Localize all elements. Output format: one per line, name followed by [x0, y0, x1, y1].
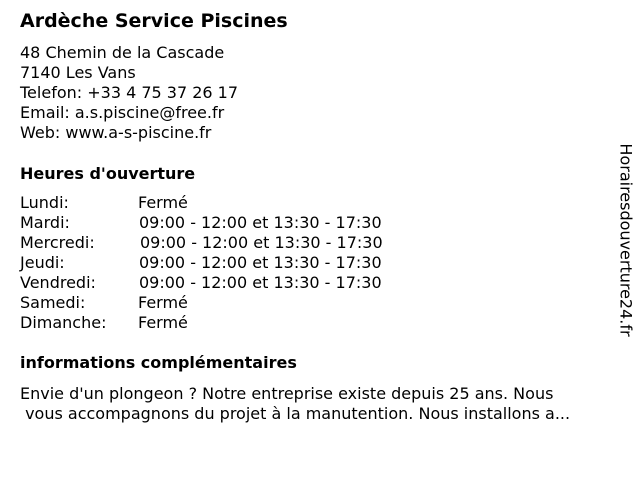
- day-hours: Fermé: [138, 313, 188, 332]
- day-hours: 09:00 - 12:00 et 13:30 - 17:30: [139, 273, 382, 292]
- day-label: Vendredi:: [20, 273, 96, 292]
- business-name: Ardèche Service Piscines: [20, 10, 288, 32]
- day-hours: 09:00 - 12:00 et 13:30 - 17:30: [140, 233, 383, 252]
- info-description-line1: Envie d'un plongeon ? Notre entreprise existe depuis 25 ans. Nous: [20, 384, 554, 403]
- info-heading: informations complémentaires: [20, 353, 297, 372]
- day-label: Jeudi:: [20, 253, 65, 272]
- watermark-text: Horairesdouverture24.fr: [616, 143, 636, 337]
- day-label: Mercredi:: [20, 233, 95, 252]
- day-hours: Fermé: [138, 293, 188, 312]
- website-text: Web: www.a-s-piscine.fr: [20, 123, 212, 142]
- day-label: Dimanche:: [20, 313, 107, 332]
- phone-text: Telefon: +33 4 75 37 26 17: [20, 83, 239, 102]
- day-hours: Fermé: [138, 193, 188, 212]
- hours-heading: Heures d'ouverture: [20, 164, 196, 183]
- address-city: 7140 Les Vans: [20, 63, 136, 82]
- day-label: Samedi:: [20, 293, 86, 312]
- day-hours: 09:00 - 12:00 et 13:30 - 17:30: [139, 213, 382, 232]
- day-hours: 09:00 - 12:00 et 13:30 - 17:30: [139, 253, 382, 272]
- address-street: 48 Chemin de la Cascade: [20, 43, 225, 62]
- day-label: Mardi:: [20, 213, 70, 232]
- info-description-line2: vous accompagnons du projet à la manutention. Nous installons a...: [20, 404, 571, 423]
- email-text: Email: a.s.piscine@free.fr: [20, 103, 225, 122]
- day-label: Lundi:: [20, 193, 69, 212]
